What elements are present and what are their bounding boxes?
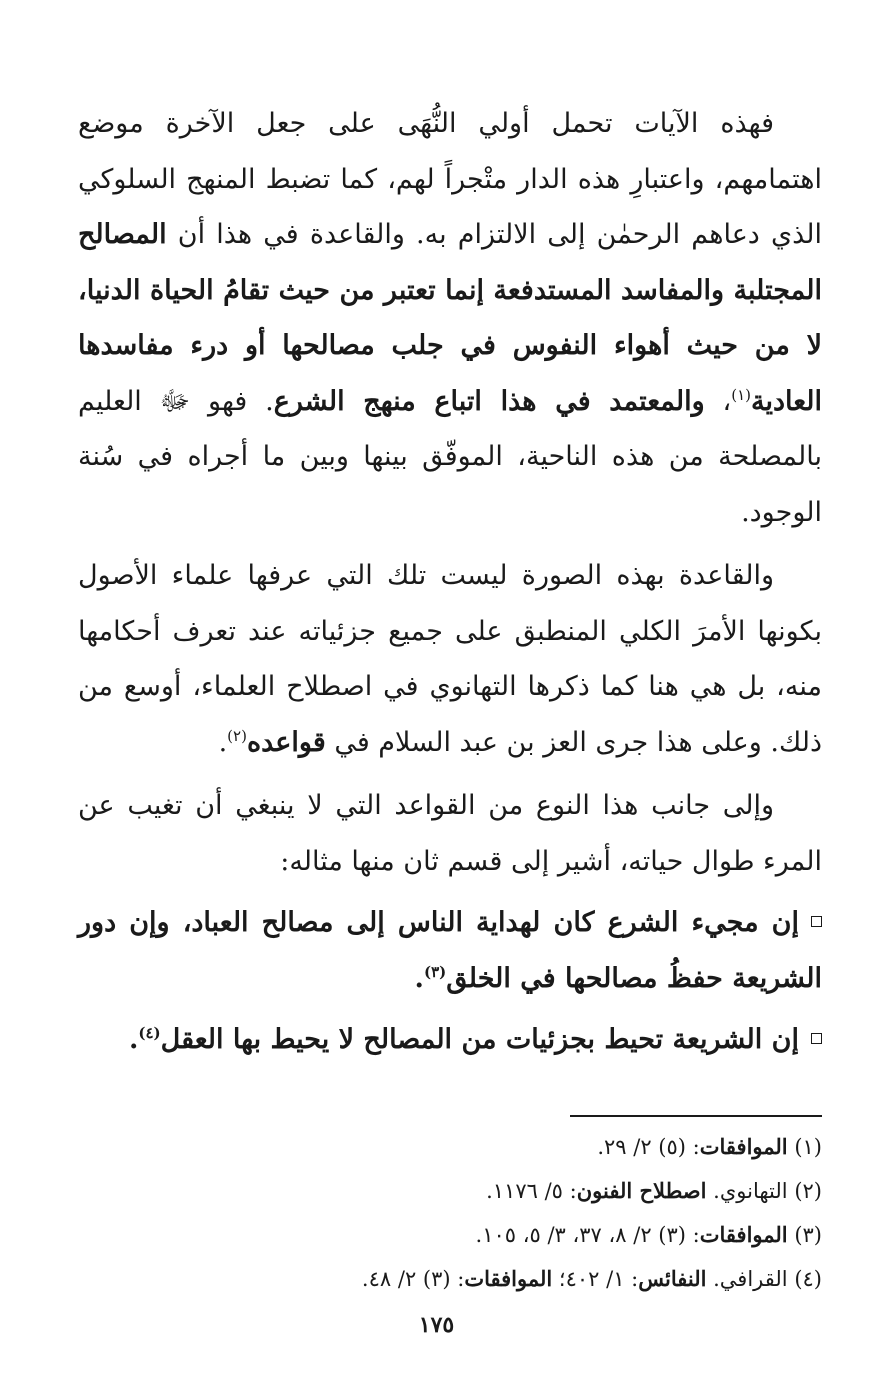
footnote-author: القرافي. [706, 1267, 788, 1291]
footnote-ref-2: (٢) [227, 726, 247, 745]
footnote-author: التهانوي. [706, 1179, 788, 1203]
footnote-citation: : (٣) ٢/ ٨، ٣٧، ٣/ ٥، ١٠٥. [475, 1223, 700, 1247]
footnote-citation: : ٥/ ١١٧٦. [486, 1179, 577, 1203]
footnote-citation: : ١/ ٤٠٢؛ [552, 1267, 639, 1291]
p1-text-2: ، [704, 385, 732, 417]
footnote-ref-1: (١) [731, 385, 751, 404]
footnote-number: (٣) [794, 1223, 822, 1247]
footnote-number: (٤) [794, 1267, 822, 1291]
footnote-citation: : (٥) ٢/ ٢٩. [597, 1135, 700, 1159]
main-text [78, 96, 822, 1068]
p1-bold-1: المصالح المجتلبة والمفاسد المستدفعة إنما تعتبر من حيث تقامُ الحياة الدنيا، لا من حيث أهواء النفوس في جلب مصالحها أو درء مفاسدها العادية [78, 219, 822, 417]
page-number: ١٧٥ [418, 1312, 455, 1338]
footnote-source-2: الموافقات [464, 1266, 553, 1291]
p2-text-1: والقاعدة بهذه الصورة ليست تلك التي عرفها علماء الأصول بكونها الأمرَ الكلي المنطبق على جميع جزئياته عند تعرف أحكامها منه، بل هي هنا كما ذكرها التهانوي في اصطلاح العلماء، أوسع من ذلك. وعلى هذا جرى العز بن عبد السلام في [78, 560, 822, 758]
footnote-4 [78, 1257, 822, 1301]
square-bullet-icon [811, 916, 822, 927]
p1-text-1: فهذه الآيات تحمل أولي النُّهَى على جعل الآخرة موضع اهتمامهم، واعتبارِ هذه الدار متْجراً لهم، كما تضبط المنهج السلوكي الذي دعاهم الرحمٰن إلى الالتزام به. والقاعدة في هذا أن [78, 108, 822, 250]
bullet-2-end: . [128, 1024, 139, 1055]
square-bullet-icon [811, 1033, 822, 1044]
p3-text-1: وإلى جانب هذا النوع من القواعد التي لا ينبغي أن تغيب عن المرء طوال حياته، أشير إلى قسم ثان منها مثاله: [78, 790, 822, 877]
footnote-source: الموافقات [699, 1134, 788, 1159]
footnote-number: (١) [794, 1135, 822, 1159]
footnote-source: النفائس [638, 1266, 707, 1291]
p1-bold-2: والمعتمد في هذا اتباع منهج الشرع [273, 385, 705, 417]
p2-bold-1: قواعده [246, 726, 326, 758]
footnote-3 [78, 1213, 822, 1257]
paragraph-1 [78, 96, 822, 540]
footnotes [78, 1125, 822, 1301]
bullet-1 [78, 895, 822, 1006]
footnote-source: الموافقات [699, 1222, 788, 1247]
footnote-citation-2: : (٣) ٢/ ٤٨. [361, 1267, 465, 1291]
p1-text-3: . فهو ﷻ العليم بالمصلحة من هذه الناحية، الموفّق بينها وبين ما أجراه في سُنة الوجود. [78, 385, 822, 528]
footnote-2 [78, 1169, 822, 1213]
bullet-1-text: إن مجيء الشرع كان لهداية الناس إلى مصالح العباد، وإن دور الشريعة حفظُ مصالحها في الخلق [78, 907, 822, 994]
paragraph-2 [78, 548, 822, 770]
bullet-2-text: إن الشريعة تحيط بجزئيات من المصالح لا يحيط بها العقل [160, 1024, 799, 1055]
bullet-2 [78, 1012, 822, 1068]
footnote-ref-4: (٤) [138, 1024, 161, 1042]
footnote-1 [78, 1125, 822, 1169]
footnote-ref-3: (٣) [423, 962, 447, 981]
footnote-source: اصطلاح الفنون [576, 1178, 707, 1203]
paragraph-3 [78, 778, 822, 889]
footnote-separator [570, 1115, 822, 1117]
p2-text-2: . [218, 726, 228, 758]
bullet-1-end: . [414, 962, 424, 994]
footnote-number: (٢) [794, 1179, 822, 1203]
